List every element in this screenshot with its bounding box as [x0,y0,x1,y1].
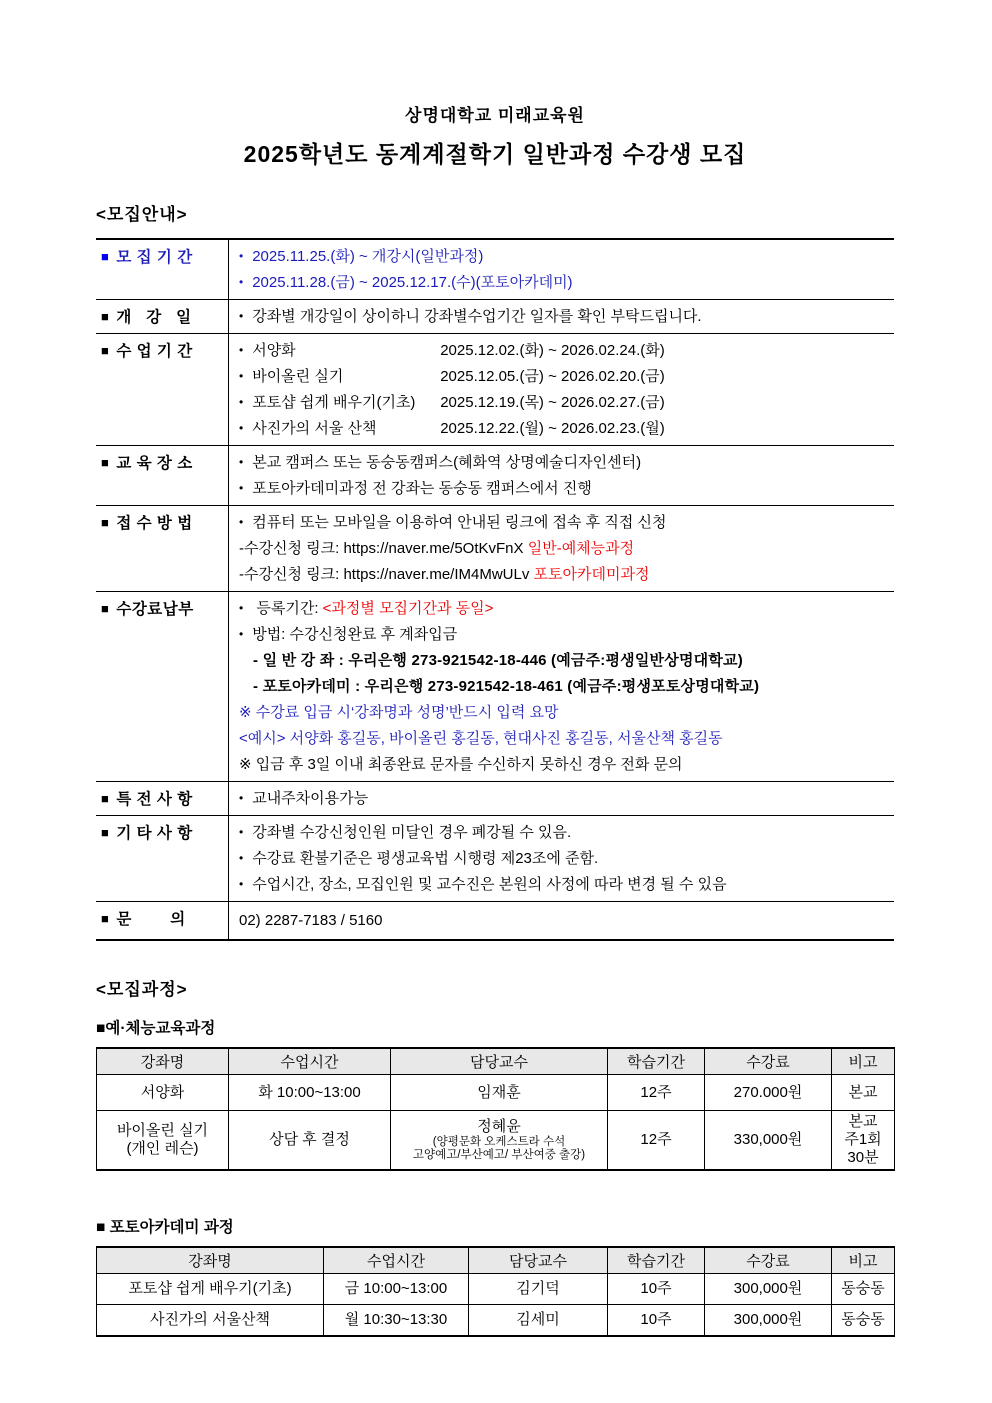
signup-link-tag: 일반-예체능과정 [527,540,635,557]
other-note-line: • 수강료 환불기준은 평생교육법 시행령 제23조에 준함. [239,846,886,872]
cell-instructor: 김기덕 [469,1274,608,1305]
place-line: • 포토아카데미과정 전 강좌는 동숭동 캠퍼스에서 진행 [239,476,886,502]
square-bullet-icon: ■ [101,911,110,926]
table-header-row [97,1247,895,1274]
cell-course-name: 서양화 [97,1075,229,1111]
cell-remark: 동숭동 [832,1305,895,1336]
row-opening-day [96,300,894,334]
col-remark: 비고 [832,1048,895,1075]
square-bullet-icon: ■ [101,825,110,840]
signup-link-line [239,536,886,562]
row-label: 특 전 사 항 [116,791,193,808]
contact-phone: 02) 2287-7183 / 5160 [239,912,383,929]
row-label: 교 육 장 소 [116,455,193,472]
photo-academy-table [96,1246,895,1337]
deposit-note: ※ 수강료 입금 시‘강좌명과 성명’반드시 입력 요망 [239,704,559,721]
cell-tuition: 270.000원 [705,1075,832,1111]
row-label: 기 타 사 항 [116,825,193,842]
signup-link-prefix: -수강신청 링크: [239,540,344,557]
cell-duration: 12주 [608,1111,705,1171]
recruit-info-table [96,238,894,941]
cell-duration: 10주 [608,1274,705,1305]
col-class-time: 수업시간 [229,1048,391,1075]
class-period-item: • 바이올린 실기 2025.12.05.(금) ~ 2026.02.20.(금) [239,364,886,390]
row-other-notes [96,816,894,902]
cell-class-time: 금 10:00~13:00 [324,1274,469,1305]
row-contact [96,902,894,939]
deposit-example: <예시> 서양화 홍길동, 바이올린 홍길동, 현대사진 홍길동, 서울산책 홍길동 [239,730,723,747]
table-row [97,1111,895,1171]
cell-remark: 본교 주1회 30분 [832,1111,895,1171]
square-bullet-icon: ■ [101,515,110,530]
cell-course-name: 사진가의 서울산책 [97,1305,324,1336]
square-bullet-icon: ■ [101,791,110,806]
cell-course-name: 바이올린 실기 (개인 레슨) [97,1111,229,1171]
recruit-period-photo: • 2025.11.28.(금) ~ 2025.12.17.(수)(포토아카데미) [239,270,886,296]
col-instructor: 담당교수 [469,1247,608,1274]
other-note-line: • 강좌별 수강신청인원 미달인 경우 폐강될 수 있음. [239,820,886,846]
cell-tuition: 300,000원 [705,1305,832,1336]
signup-link-url-photo[interactable]: https://naver.me/IM4MwULv [343,566,530,583]
signup-link-tag: 포토아카데미과정 [533,566,650,583]
section-heading-recruit-info: <모집안내> [96,205,188,224]
class-period-item: • 사진가의 서울 산책 2025.12.22.(월) ~ 2026.02.23.(월) [239,416,886,442]
opening-day-note: • 강좌별 개강일이 상이하니 강좌별수업기간 일자를 확인 부탁드립니다. [239,304,886,330]
document-page [96,0,894,1337]
class-period-item: • 서양화 2025.12.02.(화) ~ 2026.02.24.(화) [239,338,886,364]
row-tuition-payment [96,592,894,782]
subsection-arts-courses: ■예·체능교육과정 [96,1020,216,1037]
cell-class-time: 월 10:30~13:30 [324,1305,469,1336]
col-tuition: 수강료 [705,1247,832,1274]
deposit-confirm-note: ※ 입금 후 3일 이내 최종완료 문자를 수신하지 못하신 경우 전화 문의 [239,756,683,773]
table-row [97,1274,895,1305]
signup-link-url-general[interactable]: https://naver.me/5OtKvFnX [343,540,524,557]
row-benefits [96,782,894,816]
row-label: 개 강 일 [116,309,192,326]
application-method-note: • 컴퓨터 또는 모바일을 이용하여 안내된 링크에 접속 후 직접 신청 [239,510,886,536]
col-duration: 학습기간 [608,1247,705,1274]
col-class-time: 수업시간 [324,1247,469,1274]
cell-course-name: 포토샵 쉽게 배우기(기초) [97,1274,324,1305]
class-period-item: • 포토샵 쉽게 배우기(기초) 2025.12.19.(목) ~ 2026.02.27.(금) [239,390,886,416]
square-bullet-icon: ■ [101,249,110,264]
signup-link-line [239,562,886,588]
document-title: 2025학년도 동계계절학기 일반과정 수강생 모집 [243,141,747,167]
square-bullet-icon: ■ [101,343,110,358]
section-heading-recruit-courses: <모집과정> [96,980,188,999]
square-bullet-icon: ■ [101,455,110,470]
cell-class-time: 상담 후 결정 [229,1111,391,1171]
table-row [97,1075,895,1111]
cell-remark: 동숭동 [832,1274,895,1305]
recruit-period-general: • 2025.11.25.(화) ~ 개강시(일반과정) [239,244,886,270]
signup-link-prefix: -수강신청 링크: [239,566,344,583]
place-line: • 본교 캠퍼스 또는 동숭동캠퍼스(혜화역 상명예술디자인센터) [239,450,886,476]
col-course-name: 강좌명 [97,1247,324,1274]
row-label: 수강료납부 [116,601,194,618]
col-remark: 비고 [832,1247,895,1274]
cell-duration: 12주 [608,1075,705,1111]
square-bullet-icon: ■ [101,309,110,324]
col-instructor: 담당교수 [391,1048,608,1075]
cell-instructor: 김세미 [469,1305,608,1336]
cell-duration: 10주 [608,1305,705,1336]
cell-instructor: 정혜윤 (양평문화 오케스트라 수석 고양예고/부산예고/ 부산여중 출강) [391,1111,608,1171]
cell-remark: 본교 [832,1075,895,1111]
row-class-period [96,334,894,446]
other-note-line: • 수업시간, 장소, 모집인원 및 교수진은 본원의 사정에 따라 변경 될 수 있음 [239,872,886,898]
cell-instructor: 임재훈 [391,1075,608,1111]
bank-account-general: - 일 반 강 좌 : 우리은행 273-921542-18-446 (예금주:평생일반상명대학교) [253,652,743,669]
subsection-photo-academy: ■ 포토아카데미 과정 [96,1219,234,1236]
cell-class-time: 화 10:00~13:00 [229,1075,391,1111]
registration-period-value: <과정별 모집기간과 동일> [322,600,494,617]
row-application-method [96,506,894,592]
row-label: 수 업 기 간 [116,343,193,360]
benefits-line: • 교내주차이용가능 [239,786,886,812]
cell-tuition: 300,000원 [705,1274,832,1305]
row-label: 문 의 [116,911,186,928]
square-bullet-icon: ■ [101,601,110,616]
col-course-name: 강좌명 [97,1048,229,1075]
col-duration: 학습기간 [608,1048,705,1075]
registration-period-line: • 등록기간: <과정별 모집기간과 동일> [239,596,886,622]
row-education-place [96,446,894,506]
table-row [97,1305,895,1336]
arts-course-table [96,1047,895,1171]
row-label: 모 집 기 간 [116,249,193,266]
payment-method-line: • 방법: 수강신청완료 후 계좌입금 [239,622,886,648]
row-recruit-period [96,240,894,300]
row-label: 접 수 방 법 [116,515,193,532]
organization-title: 상명대학교 미래교육원 [405,106,585,125]
table-header-row [97,1048,895,1075]
col-tuition: 수강료 [705,1048,832,1075]
cell-tuition: 330,000원 [705,1111,832,1171]
bank-account-photo: - 포토아카데미 : 우리은행 273-921542-18-461 (예금주:평생포토상명대학교) [253,678,760,695]
